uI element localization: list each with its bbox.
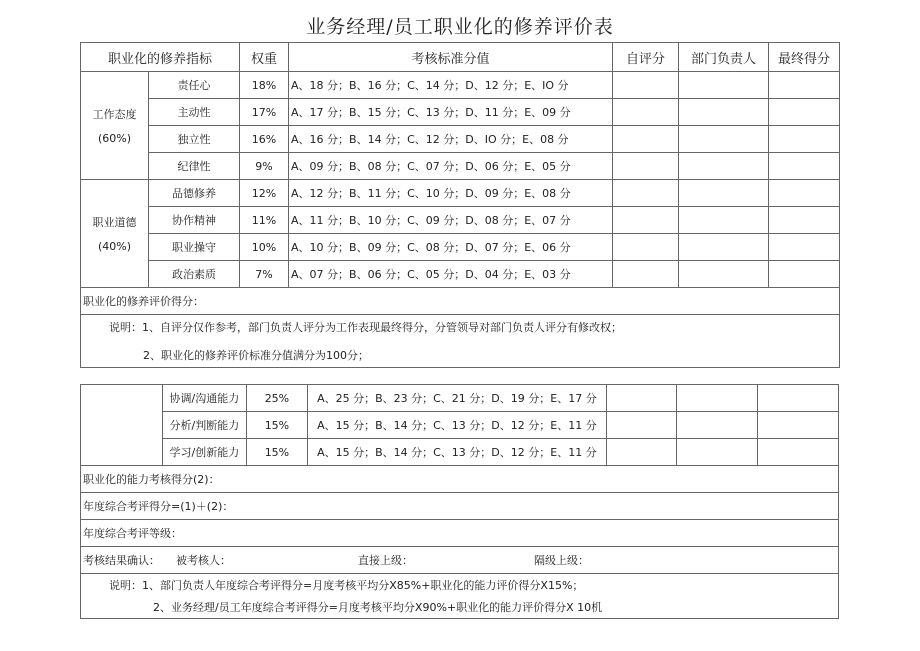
- item-name: 学习/创新能力: [163, 439, 246, 466]
- header-self-score: 自评分: [613, 43, 679, 72]
- final-score-cell[interactable]: [757, 439, 838, 466]
- ability-table: [80, 384, 839, 619]
- assessee-signature[interactable]: 被考核人：: [176, 554, 231, 567]
- item-criteria: A、10 分；B、09 分；C、08 分；D、07 分；E、06 分: [289, 234, 613, 261]
- item-criteria: A、18 分；B、16 分；C、14 分；D、12 分；E、IO 分: [289, 72, 613, 99]
- item-name: 协调/沟通能力: [163, 385, 246, 412]
- self-score-cell[interactable]: [606, 412, 677, 439]
- item-weight: 18%: [240, 72, 289, 99]
- dept-score-cell[interactable]: [679, 72, 769, 99]
- dept-score-cell[interactable]: [679, 234, 769, 261]
- final-score-cell[interactable]: [757, 385, 838, 412]
- self-score-cell[interactable]: [613, 72, 679, 99]
- table-row: [81, 261, 840, 288]
- note-line-2: 2、职业化的修养评价标准分值满分为100分；: [143, 349, 369, 362]
- item-criteria: A、15 分；B、14 分；C、13 分；D、12 分；E、11 分: [308, 412, 606, 439]
- table-row: [81, 72, 840, 99]
- item-weight: 7%: [240, 261, 289, 288]
- table-row: [81, 207, 840, 234]
- confirm-label: 考核结果确认：: [83, 554, 160, 567]
- item-weight: 11%: [240, 207, 289, 234]
- final-score-cell[interactable]: [769, 126, 840, 153]
- item-criteria: A、12 分；B、11 分；C、10 分；D、09 分；E、08 分: [289, 180, 613, 207]
- dept-score-cell[interactable]: [677, 385, 757, 412]
- ability-score-label: 职业化的能力考核得分(2)：: [81, 466, 839, 493]
- group-name: 职业道德: [92, 216, 137, 229]
- dept-score-cell[interactable]: [679, 261, 769, 288]
- final-score-cell[interactable]: [769, 99, 840, 126]
- confirmation-row: [81, 547, 839, 574]
- final-score-cell[interactable]: [769, 72, 840, 99]
- self-score-cell[interactable]: [613, 207, 679, 234]
- dept-score-cell[interactable]: [679, 126, 769, 153]
- self-score-cell[interactable]: [613, 234, 679, 261]
- item-criteria: A、17 分；B、15 分；C、13 分；D、11 分；E、09 分: [289, 99, 613, 126]
- self-score-cell[interactable]: [613, 126, 679, 153]
- item-name: 纪律性: [149, 153, 240, 180]
- item-criteria: A、25 分；B、23 分；C、21 分；D、19 分；E、17 分: [308, 385, 606, 412]
- ability-score-row: [81, 466, 839, 493]
- final-score-cell[interactable]: [769, 153, 840, 180]
- item-criteria: A、15 分；B、14 分；C、13 分；D、12 分；E、11 分: [308, 439, 606, 466]
- item-weight: 12%: [240, 180, 289, 207]
- ability-group-cell: [81, 385, 163, 466]
- item-name: 品德修养: [149, 180, 240, 207]
- notes-cell: [81, 574, 839, 619]
- header-criteria: 考核标准分值: [289, 43, 613, 72]
- table-row: [81, 126, 840, 153]
- item-weight: 16%: [240, 126, 289, 153]
- final-score-cell[interactable]: [769, 207, 840, 234]
- item-weight: 9%: [240, 153, 289, 180]
- dept-score-cell[interactable]: [679, 207, 769, 234]
- self-score-cell[interactable]: [606, 385, 677, 412]
- annual-grade-row: [81, 520, 839, 547]
- self-score-cell[interactable]: [606, 439, 677, 466]
- item-name: 分析/判断能力: [163, 412, 246, 439]
- item-name: 主动性: [149, 99, 240, 126]
- item-criteria: A、11 分；B、10 分；C、09 分；D、08 分；E、07 分: [289, 207, 613, 234]
- table-row: [81, 180, 840, 207]
- header-row: [81, 43, 840, 72]
- table-row: [81, 234, 840, 261]
- dept-score-cell[interactable]: [677, 412, 757, 439]
- table-row: [81, 99, 840, 126]
- notes-row: [81, 574, 839, 619]
- final-score-cell[interactable]: [769, 180, 840, 207]
- group-percent: (60%): [97, 132, 132, 145]
- note-line-2: 2、业务经理/员工年度综合考评得分=月度考核平均分X90%+职业化的能力评价得分X 10机: [153, 601, 603, 614]
- self-score-cell[interactable]: [613, 99, 679, 126]
- table-row: [81, 385, 839, 412]
- item-name: 独立性: [149, 126, 240, 153]
- cultivation-score-label: 职业化的修养评价得分：: [81, 288, 840, 315]
- item-weight: 25%: [246, 385, 308, 412]
- page-title: 业务经理/员工职业化的修养评价表: [306, 16, 614, 38]
- self-score-cell[interactable]: [613, 261, 679, 288]
- annual-score-row: [81, 493, 839, 520]
- dept-score-cell[interactable]: [679, 99, 769, 126]
- dept-score-cell[interactable]: [677, 439, 757, 466]
- group-professional-ethics: [81, 180, 149, 288]
- item-criteria: A、09 分；B、08 分；C、07 分；D、06 分；E、05 分: [289, 153, 613, 180]
- table-row: [81, 412, 839, 439]
- item-name: 协作精神: [149, 207, 240, 234]
- dept-score-cell[interactable]: [679, 180, 769, 207]
- item-name: 职业操守: [149, 234, 240, 261]
- item-weight: 15%: [246, 439, 308, 466]
- group-name: 工作态度: [92, 108, 137, 121]
- table-row: [81, 153, 840, 180]
- item-weight: 17%: [240, 99, 289, 126]
- notes-cell: [81, 315, 840, 368]
- annual-grade-label: 年度综合考评等级：: [81, 520, 839, 547]
- table-row: [81, 439, 839, 466]
- confirmation-cell: [81, 547, 839, 574]
- header-dept-head: 部门负责人: [679, 43, 769, 72]
- item-name: 政治素质: [149, 261, 240, 288]
- annual-score-label: 年度综合考评得分=(1)＋(2)：: [81, 493, 839, 520]
- item-criteria: A、16 分；B、14 分；C、12 分；D、IO 分；E、08 分: [289, 126, 613, 153]
- final-score-cell[interactable]: [769, 234, 840, 261]
- item-name: 责任心: [149, 72, 240, 99]
- self-score-cell[interactable]: [613, 180, 679, 207]
- item-criteria: A、07 分；B、06 分；C、05 分；D、04 分；E、03 分: [289, 261, 613, 288]
- note-line-1: 说明：1、部门负责人年度综合考评得分=月度考核平均分X85%+职业化的能力评价得分X15%；: [109, 579, 584, 592]
- score-summary-row: [81, 288, 840, 315]
- header-indicator: 职业化的修养指标: [81, 43, 240, 72]
- cultivation-table: [80, 42, 840, 368]
- group-percent: (40%): [97, 240, 132, 253]
- notes-row: [81, 315, 840, 368]
- skip-level-supervisor-signature[interactable]: 隔级上级：: [534, 554, 589, 567]
- item-weight: 10%: [240, 234, 289, 261]
- self-score-cell[interactable]: [613, 153, 679, 180]
- item-weight: 15%: [246, 412, 308, 439]
- dept-score-cell[interactable]: [679, 153, 769, 180]
- final-score-cell[interactable]: [769, 261, 840, 288]
- header-final-score: 最终得分: [769, 43, 840, 72]
- direct-supervisor-signature[interactable]: 直接上级：: [358, 554, 413, 567]
- header-weight: 权重: [240, 43, 289, 72]
- group-work-attitude: [81, 72, 149, 180]
- note-line-1: 说明：1、自评分仅作参考，部门负责人评分为工作表现最终得分，分管领导对部门负责人评分有修改权；: [109, 321, 622, 334]
- final-score-cell[interactable]: [757, 412, 838, 439]
